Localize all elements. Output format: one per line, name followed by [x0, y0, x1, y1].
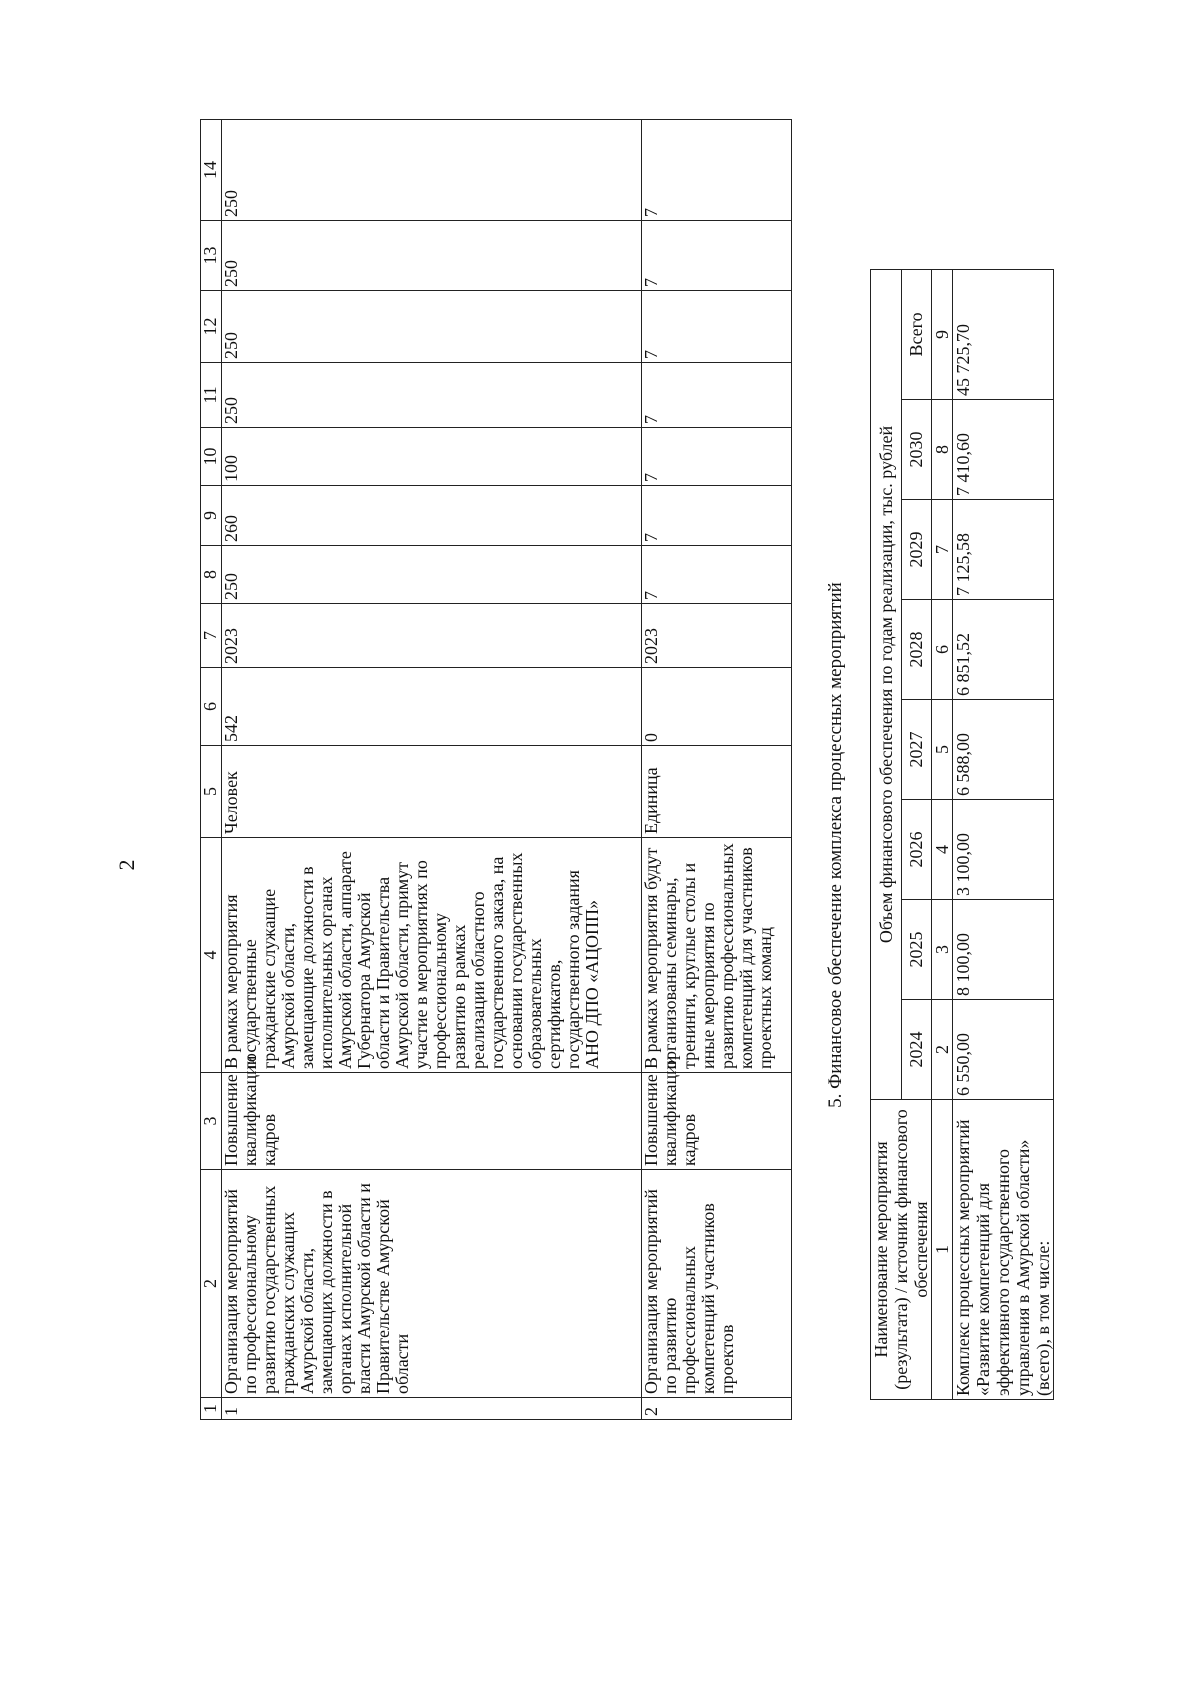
event-description: В рамках мероприятия государственные гражданские служащие Амурской области, замещающие должности в исполнительных органах Амурской области, аппарате Губернатора Амурской области и Правительства Амурской области, примут участие в мероприятиях по профессиональному развитию в рамках реализации областного государственного заказа, на основании государственных образовательных сертификатов, государственного задания АНО ДПО «АЦОПП» — [222, 838, 642, 1073]
financing-value: 3 100,00 — [953, 800, 1054, 900]
value-2029: 7 — [642, 221, 792, 291]
financing-value: 8 100,00 — [953, 900, 1054, 1000]
value-2027: 7 — [642, 363, 792, 428]
financing-value: 7 125,58 — [953, 500, 1054, 600]
year-header: 2027 — [901, 700, 932, 800]
col-header: 8 — [201, 546, 222, 604]
col-number: 7 — [932, 500, 953, 600]
value-2028: 7 — [642, 291, 792, 363]
page-number: 2 — [114, 859, 139, 871]
financing-table — [870, 269, 1054, 1400]
table-row — [642, 120, 792, 1420]
year-header: 2025 — [901, 900, 932, 1000]
col-number: 4 — [932, 800, 953, 900]
rotated-landscape-content — [200, 140, 1053, 1420]
financing-volume-header: Объем финансового обеспечения по годам реализации, тыс. рублей — [871, 269, 902, 1099]
col-header: 5 — [201, 746, 222, 838]
col-header: 6 — [201, 668, 222, 746]
col-header: 3 — [201, 1073, 222, 1170]
year-header: 2030 — [901, 400, 932, 500]
value-2030: 7 — [642, 120, 792, 221]
value-2024: 7 — [642, 546, 792, 604]
table-row — [222, 120, 642, 1420]
financing-value: 6 550,00 — [953, 1000, 1054, 1100]
col-number: 2 — [932, 1000, 953, 1100]
year-header: 2029 — [901, 500, 932, 600]
event-name: Организация мероприятий по развитию профессиональных компетенций участников проектов — [642, 1170, 792, 1398]
col-number: 6 — [932, 600, 953, 700]
financing-total: 45 725,70 — [953, 269, 1054, 399]
col-header: 10 — [201, 428, 222, 486]
value-2026: 7 — [642, 428, 792, 486]
event-name: Организация мероприятий по профессиональному развитию государственных гражданских служащих Амурской области, замещающих должности в органах исполнительной власти Амурской области и Правительстве Амурской области — [222, 1170, 642, 1398]
financing-value: 6 851,52 — [953, 600, 1054, 700]
row-number: 1 — [222, 1398, 642, 1420]
value-2026: 100 — [222, 428, 642, 486]
value-2024: 250 — [222, 546, 642, 604]
event-description: В рамках мероприятия будут организованы семинары, тренинги, круглые столы и иные мероприятия по развитию профессиональных компетенций для участников проектных команд — [642, 838, 792, 1073]
section-title: 5. Финансовое обеспечение комплекса процессных мероприятий — [825, 582, 846, 1108]
base-value: 542 — [222, 668, 642, 746]
financing-name-header: Наименование мероприятия (результата) / источник финансового обеспечения — [871, 1100, 932, 1400]
col-header: 4 — [201, 838, 222, 1073]
col-number: 3 — [932, 900, 953, 1000]
col-number: 5 — [932, 700, 953, 800]
unit: Единица — [642, 746, 792, 838]
col-header: 12 — [201, 291, 222, 363]
value-2028: 250 — [222, 291, 642, 363]
value-2030: 250 — [222, 120, 642, 221]
financing-value: 7 410,60 — [953, 400, 1054, 500]
value-2027: 250 — [222, 363, 642, 428]
base-year: 2023 — [222, 604, 642, 668]
col-header: 14 — [201, 120, 222, 221]
year-header: 2026 — [901, 800, 932, 900]
year-header: 2028 — [901, 600, 932, 700]
col-header: 9 — [201, 486, 222, 546]
value-2025: 260 — [222, 486, 642, 546]
total-header: Всего — [901, 269, 932, 399]
base-value: 0 — [642, 668, 792, 746]
event-type: Повышение квалификации кадров — [642, 1073, 792, 1170]
col-header: 2 — [201, 1170, 222, 1398]
col-number: 8 — [932, 400, 953, 500]
indicators-table — [200, 119, 792, 1420]
col-header: 11 — [201, 363, 222, 428]
unit: Человек — [222, 746, 642, 838]
col-number: 1 — [932, 1100, 953, 1400]
financing-value: 6 588,00 — [953, 700, 1054, 800]
financing-row-name: Комплекс процессных мероприятий «Развитие компетенций для эффективного государственного управления в Амурской области» (всего), в том числе: — [953, 1100, 1054, 1400]
value-2029: 250 — [222, 221, 642, 291]
base-year: 2023 — [642, 604, 792, 668]
financing-colnum-row — [932, 269, 953, 1399]
row-number: 2 — [642, 1398, 792, 1420]
col-number: 9 — [932, 269, 953, 399]
financing-row — [953, 269, 1054, 1399]
column-number-row — [201, 120, 222, 1420]
event-type: Повышение квалификации кадров — [222, 1073, 642, 1170]
col-header: 1 — [201, 1398, 222, 1420]
year-header: 2024 — [901, 1000, 932, 1100]
financing-header-row — [871, 269, 902, 1399]
col-header: 13 — [201, 221, 222, 291]
value-2025: 7 — [642, 486, 792, 546]
col-header: 7 — [201, 604, 222, 668]
